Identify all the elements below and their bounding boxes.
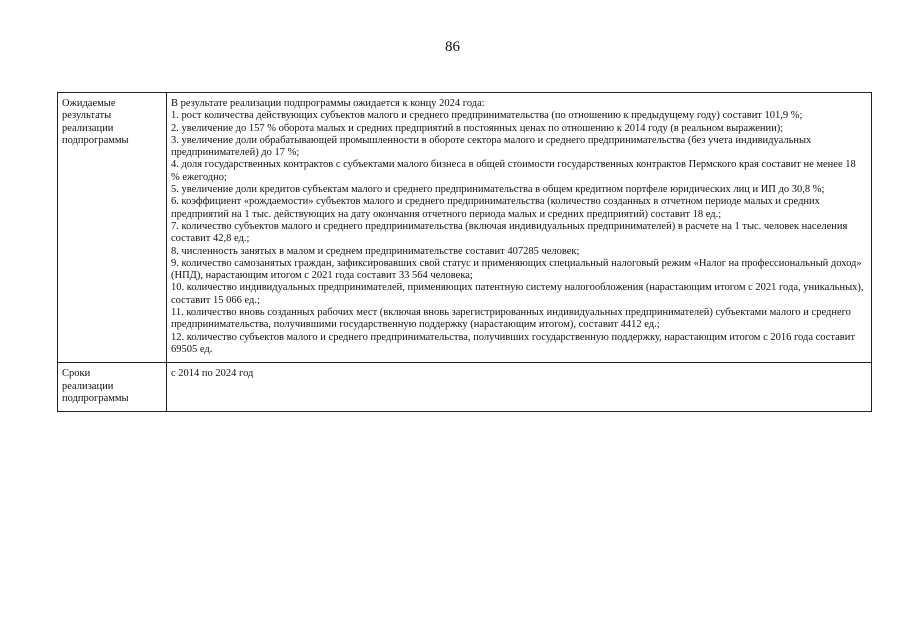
result-item-11: 11. количество вновь созданных рабочих мест (включая вновь зарегистрированных индивидуальных предпринимателей) субъектами малого и среднего предпринимательства, получившими государственную поддержку (нарастающим итогом), составит 4412 ед.; (171, 307, 851, 331)
result-item-10: 10. количество индивидуальных предпринимателей, применяющих патентную систему налогообложения (нарастающим итогом с 2021 года, уникальных), составит 15 066 ед.; (171, 282, 864, 306)
result-item-3: 3. увеличение доли обрабатывающей промышленности в обороте сектора малого и среднего предпринимательства (без учета индивидуальных предпринимателей) до 17 %; (171, 134, 812, 159)
row-label-implementation-period (58, 363, 167, 412)
row-label-line: реализации (62, 380, 114, 392)
row-label-line: Ожидаемые (62, 98, 116, 109)
result-item-6: 6. коэффициент «рождаемости» субъектов малого и среднего предпринимательства (количество созданных в отчетном периоде малых и средних предприятий на 1 тыс. действующих на дату окончания отчетного периода малых и средних предприятий) составит 18 ед.; (171, 196, 820, 220)
results-intro: В результате реализации подпрограммы ожидается к концу 2024 года: (171, 98, 485, 109)
expected-results-content (167, 93, 872, 363)
table-row-implementation-period (58, 363, 872, 412)
result-item-8: 8. численность занятых в малом и среднем предпринимательстве составит 407285 человек; (171, 245, 580, 257)
row-label-line: Сроки (62, 368, 91, 380)
row-label-line: подпрограммы (62, 134, 129, 146)
row-label-line: реализации (62, 122, 114, 134)
result-item-7: 7. количество субъектов малого и среднего предпринимательства (включая индивидуальных предпринимателей) в расчете на 1 тыс. человек населения составит 42,8 ед.; (171, 220, 848, 245)
table-row-expected-results (58, 93, 872, 363)
subprogram-table (57, 92, 872, 412)
result-item-4: 4. доля государственных контрактов с субъектами малого бизнеса в общей стоимости государственных контрактов Пермского края составит не менее 18 % ежегодно; (171, 159, 856, 183)
implementation-period-value: с 2014 по 2024 год (167, 363, 872, 412)
page-number: 86 (445, 39, 460, 55)
result-item-2: 2. увеличение до 157 % оборота малых и средних предприятий в постоянных ценах по отношению к 2014 году (в реальном выражении); (171, 122, 784, 134)
result-item-5: 5. увеличение доли кредитов субъектам малого и среднего предпринимательства в общем кредитном портфеле юридических лиц и ИП до 30,8 %; (171, 184, 825, 196)
result-item-9: 9. количество самозанятых граждан, зафиксировавших свой статус и применяющих специальный налоговый режим «Налог на профессиональный доход» (НПД), нарастающим итогом с 2021 года составит 33 564 человека; (171, 257, 862, 282)
result-item-1: 1. рост количества действующих субъектов малого и среднего предпринимательства (по отношению к предыдущему году) составит 101,9 %; (171, 110, 803, 122)
row-label-line: подпрограммы (62, 392, 129, 404)
result-item-12: 12. количество субъектов малого и среднего предпринимательства, получивших государственную поддержку, нарастающим итогом с 2016 года составит 69505 ед. (171, 331, 855, 355)
row-label-expected-results (58, 93, 167, 363)
row-label-line: результаты (62, 110, 112, 122)
